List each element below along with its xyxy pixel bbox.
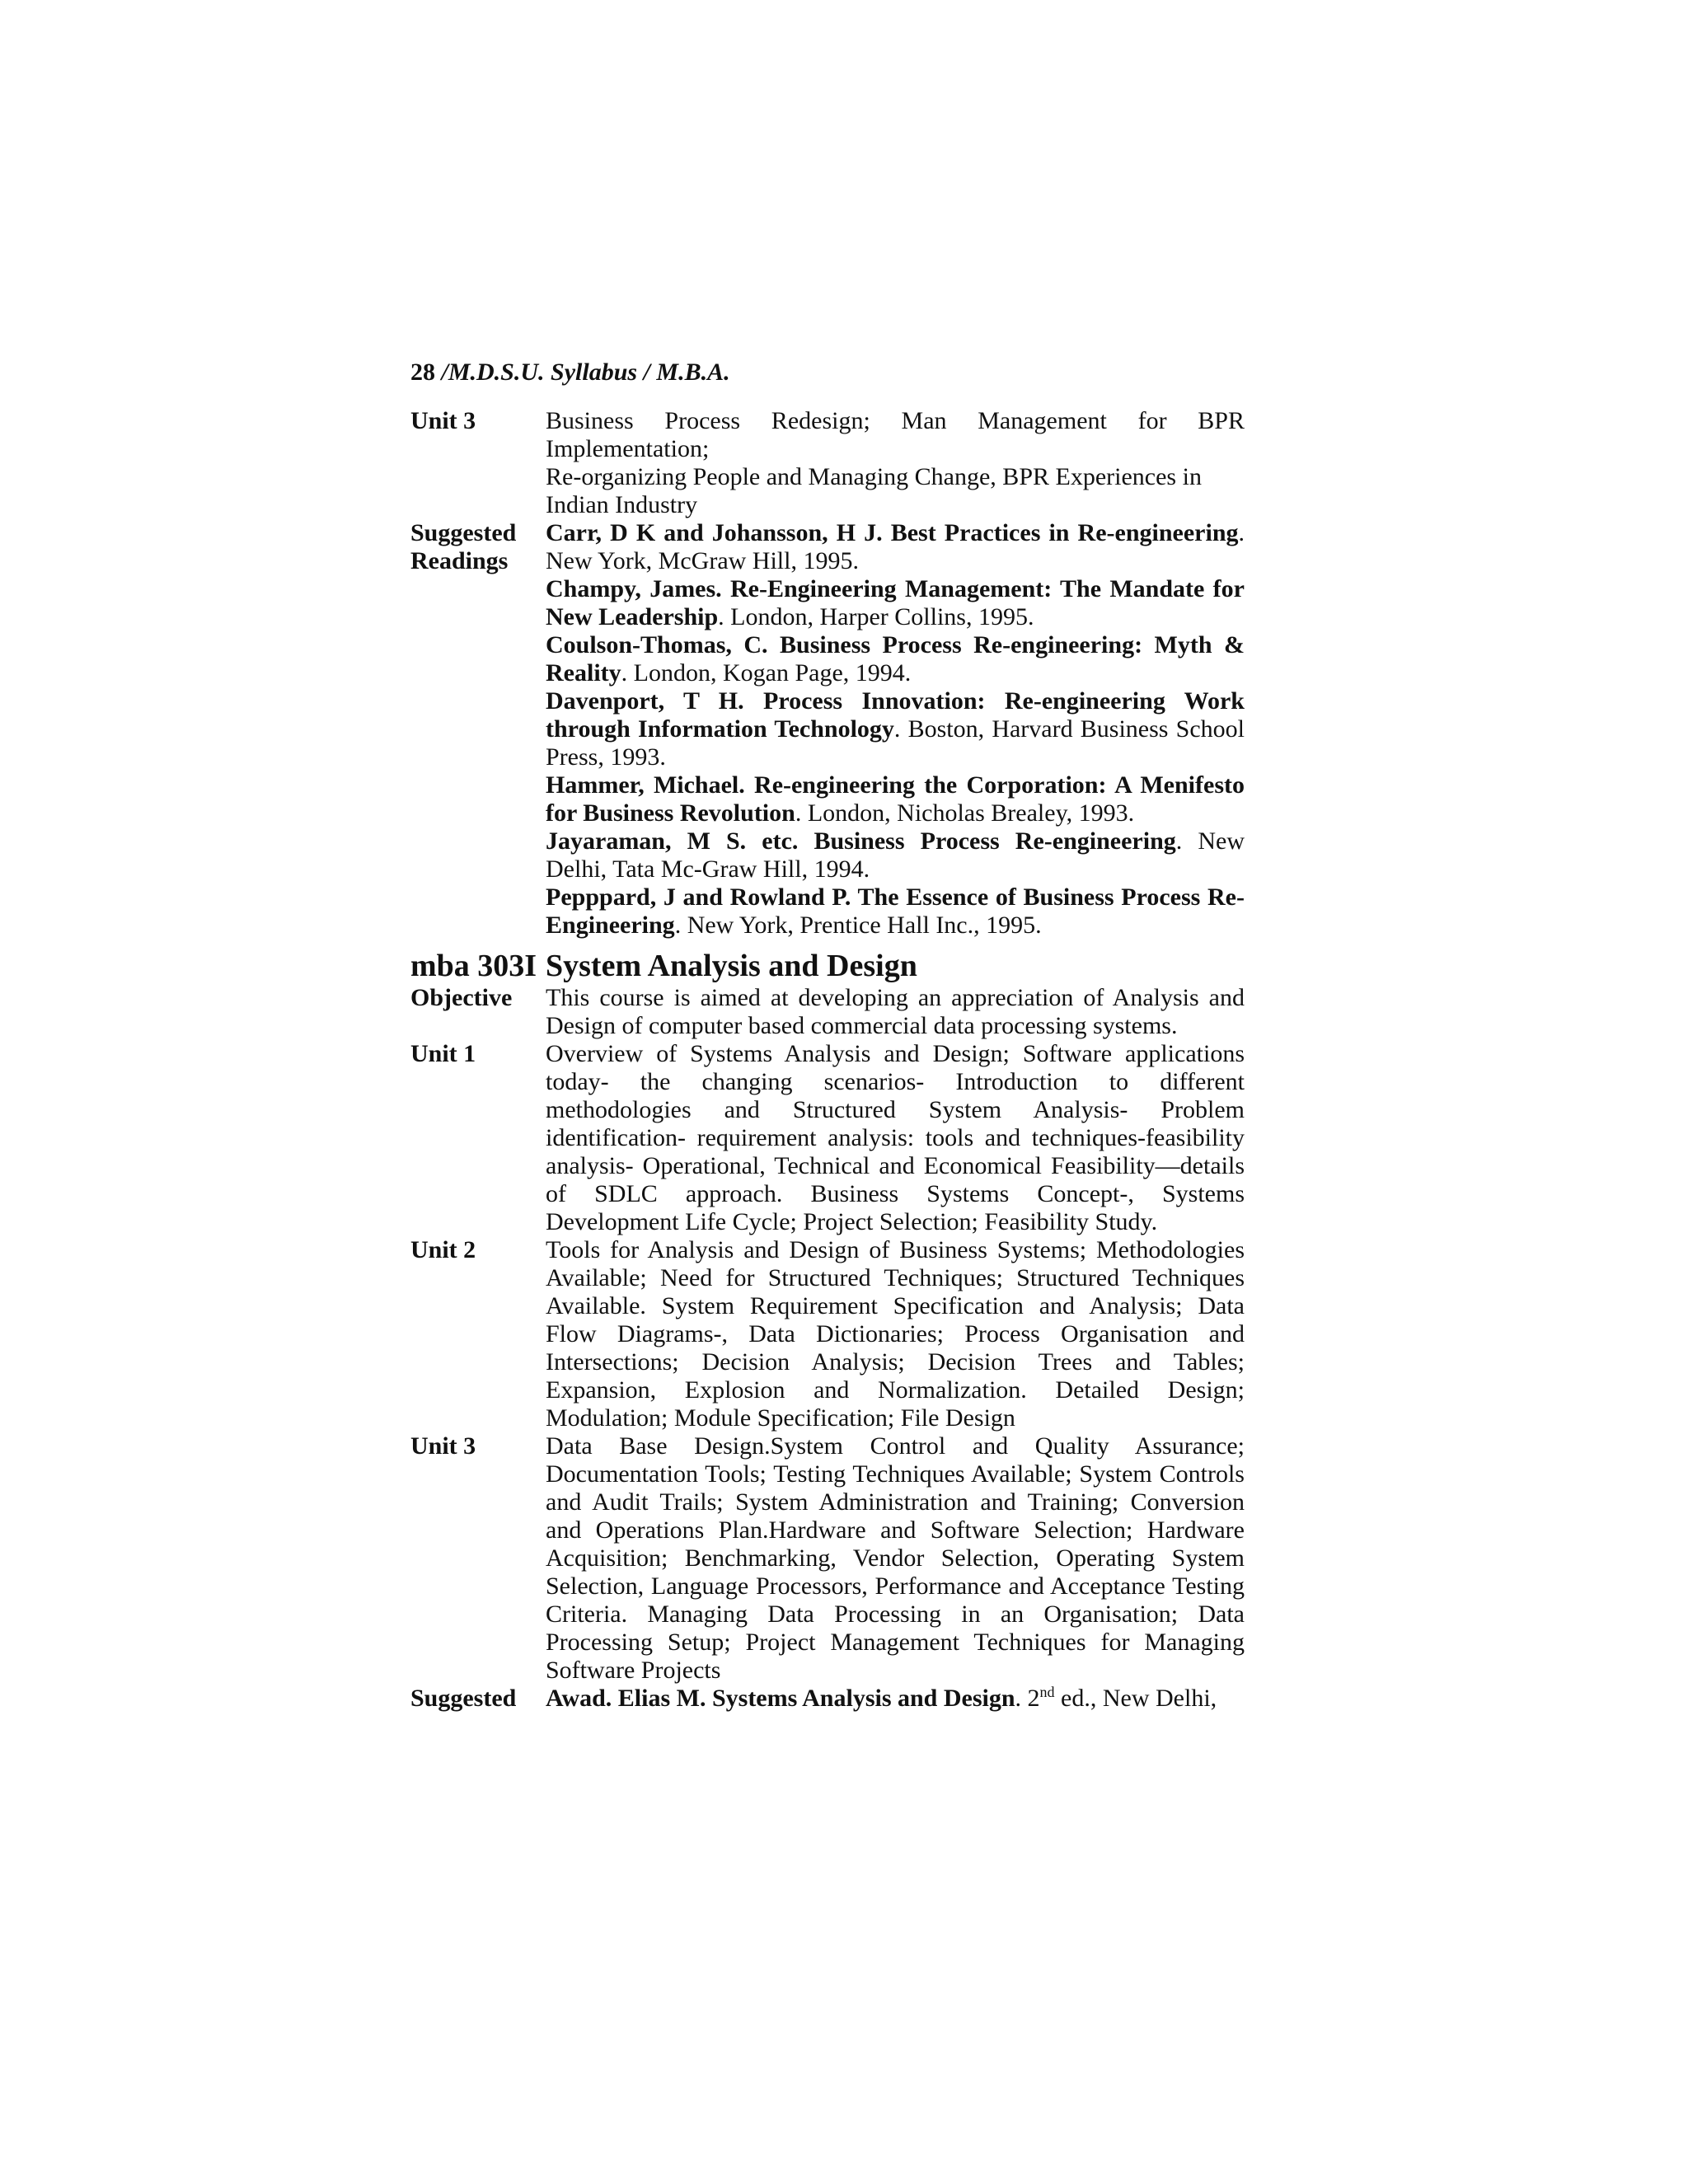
reading-item (546, 687, 1245, 771)
prev-suggested-readings (410, 519, 1245, 940)
reading-details: . London, Harper Collins, 1995. (718, 603, 1034, 630)
course-code: mba 303I (410, 949, 537, 983)
objective-text: This course is aimed at developing an appreciation of Analysis and Design of computer based commercial data processing systems. (546, 984, 1245, 1039)
unit-text: Business Process Redesign; Man Management for BPR Implementation; (546, 407, 1245, 462)
unit-label: Unit 2 (410, 1236, 476, 1263)
reading-details: . London, Kogan Page, 1994. (621, 659, 912, 687)
reading-title: Pepppard, J and Rowland P. The Essence of Business Process Re-Engineering (546, 883, 1245, 939)
reading-title: Davenport, T H. Process Innovation: Re-engineering Work through Information Technology (546, 687, 1245, 743)
publication-title: /M.D.S.U. Syllabus / M.B.A. (441, 359, 730, 386)
reading-title: Awad. Elias M. Systems Analysis and Design (546, 1685, 1015, 1712)
reading-item (546, 519, 1245, 575)
prev-unit-3 (410, 407, 1245, 519)
reading-details: . New Delhi, Tata Mc-Graw Hill, 1994. (546, 827, 1245, 883)
readings-list (546, 519, 1245, 940)
unit-text: Tools for Analysis and Design of Business Systems; Methodologies Available; Need for Structured Techniques; Structured Techniques Available. System Requirement Specification and Analysis; Data Flow Diagrams-, Data Dictionaries; Process Organisation and Intersections; Decision Analysis; Decision Trees and Tables; Expansion, Explosion and Normalization. Detailed Design; Modulation; Module Specification; File Design (546, 1236, 1245, 1432)
unit-label: Unit 1 (410, 1040, 476, 1067)
reading-details: . London, Nicholas Brealey, 1993. (795, 799, 1135, 827)
course-unit-2 (410, 1236, 1245, 1432)
readings-label (410, 519, 546, 575)
reading-details: . Boston, Harvard Business School Press, 1993. (546, 715, 1245, 771)
unit-text: Data Base Design.System Control and Quality Assurance; Documentation Tools; Testing Techniques Available; System Controls and Audit Trails; System Administration and Training; Conversion and Operations Plan.Hardware and Software Selection; Hardware Acquisition; Benchmarking, Vendor Selection, Operating System Selection, Language Processors, Performance and Acceptance Testing Criteria. Managing Data Processing in an Organisation; Data Processing Setup; Project Management Techniques for Managing Software Projects (546, 1432, 1245, 1684)
unit-label: Unit 3 (410, 1432, 476, 1460)
reading-details: . 2 (1015, 1685, 1040, 1712)
reading-title: Jayaraman, M S. etc. Business Process Re-engineering (546, 827, 1176, 855)
readings-label-line2: Readings (410, 547, 509, 574)
unit-content (546, 407, 1245, 519)
reading-item (546, 575, 1245, 631)
course-suggested-readings (410, 1685, 1245, 1713)
unit-label: Unit 3 (410, 407, 476, 434)
readings-list (546, 1685, 1245, 1713)
ordinal-suffix: nd (1039, 1684, 1055, 1700)
reading-details: . New York, Prentice Hall Inc., 1995. (674, 912, 1042, 939)
page-number: 28 (410, 359, 435, 386)
course-unit-1 (410, 1040, 1245, 1236)
reading-details: ed., New Delhi, (1054, 1685, 1217, 1712)
reading-title: Champy, James. Re-Engineering Management: The Mandate for New Leadership (546, 575, 1245, 630)
running-head (410, 356, 1245, 389)
reading-item (546, 883, 1245, 940)
course-title: System Analysis and Design (546, 949, 917, 983)
reading-title: Hammer, Michael. Re-engineering the Corporation: A Menifesto for Business Revolution (546, 771, 1245, 827)
course-heading (410, 948, 1245, 984)
objective-label: Objective (410, 984, 513, 1011)
reading-item (546, 771, 1245, 827)
reading-item (546, 827, 1245, 883)
reading-title: Coulson-Thomas, C. Business Process Re-engineering: Myth & Reality (546, 631, 1245, 687)
unit-text: Re-organizing People and Managing Change, BPR Experiences in Indian Industry (546, 463, 1202, 518)
reading-item (546, 1685, 1245, 1713)
reading-details: . New York, McGraw Hill, 1995. (546, 519, 1245, 574)
reading-title: Carr, D K and Johansson, H J. Best Practices in Re-engineering (546, 519, 1239, 546)
course-objective (410, 984, 1245, 1040)
course-unit-3 (410, 1432, 1245, 1685)
unit-text: Overview of Systems Analysis and Design; Software applications today- the changing scenarios- Introduction to different methodologies and Structured System Analysis- Problem identification- requirement analysis: tools and techniques-feasibility analysis- Operational, Technical and Economical Feasibility—details of SDLC approach. Business Systems Concept-, Systems Development Life Cycle; Project Selection; Feasibility Study. (546, 1040, 1245, 1235)
syllabus-page (410, 356, 1245, 1713)
readings-label: Suggested (410, 1685, 517, 1712)
readings-label-line1: Suggested (410, 519, 517, 546)
reading-item (546, 631, 1245, 687)
